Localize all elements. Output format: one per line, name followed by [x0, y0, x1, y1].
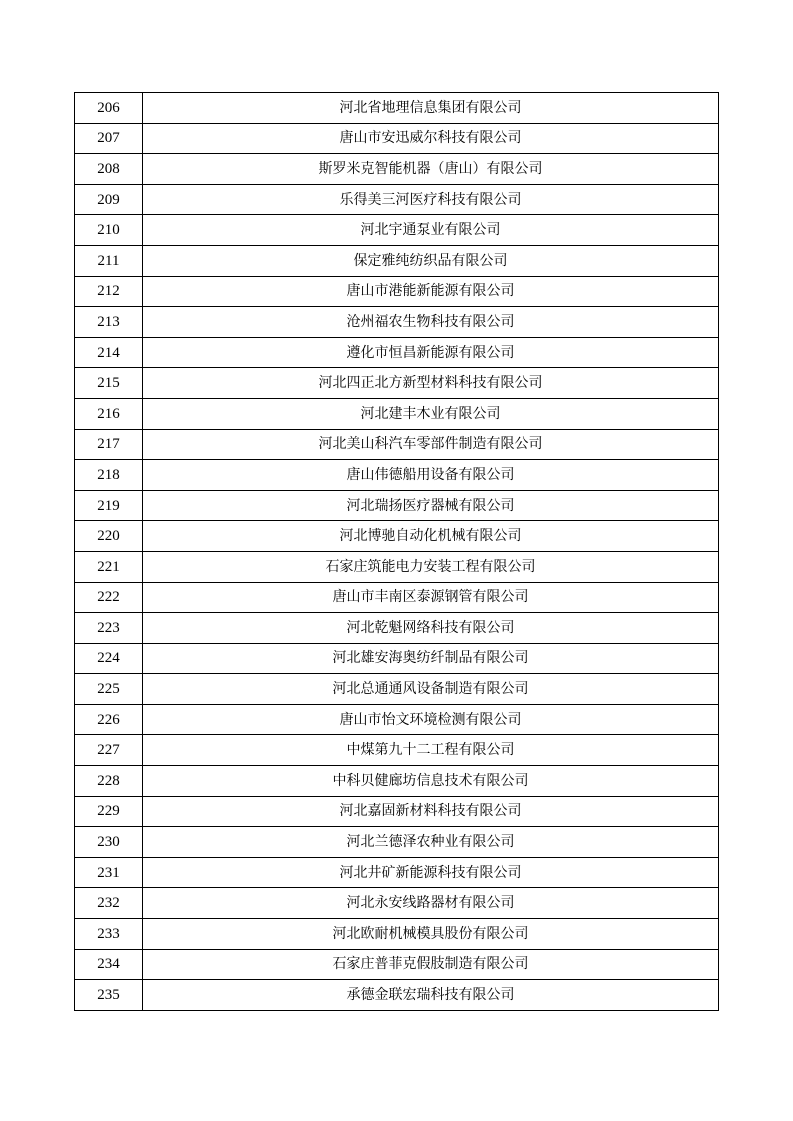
row-number-cell: 235 — [75, 980, 143, 1011]
row-number-cell: 214 — [75, 337, 143, 368]
row-number-cell: 220 — [75, 521, 143, 552]
row-number-cell: 216 — [75, 398, 143, 429]
company-name-cell: 石家庄普菲克假肢制造有限公司 — [143, 949, 719, 980]
company-name-cell: 中煤第九十二工程有限公司 — [143, 735, 719, 766]
table-row — [75, 643, 719, 674]
company-name-cell: 唐山市怡文环境检测有限公司 — [143, 704, 719, 735]
company-name-cell: 乐得美三河医疗科技有限公司 — [143, 184, 719, 215]
company-name-cell: 河北美山科汽车零部件制造有限公司 — [143, 429, 719, 460]
row-number-cell: 232 — [75, 888, 143, 919]
company-name-cell: 河北博驰自动化机械有限公司 — [143, 521, 719, 552]
table-row — [75, 154, 719, 185]
table-row — [75, 980, 719, 1011]
table-row — [75, 919, 719, 950]
row-number-cell: 210 — [75, 215, 143, 246]
company-name-cell: 唐山市安迅威尔科技有限公司 — [143, 123, 719, 154]
row-number-cell: 213 — [75, 307, 143, 338]
company-name-cell: 河北嘉固新材料科技有限公司 — [143, 796, 719, 827]
row-number-cell: 211 — [75, 245, 143, 276]
table-row — [75, 184, 719, 215]
row-number-cell: 228 — [75, 766, 143, 797]
row-number-cell: 215 — [75, 368, 143, 399]
company-name-cell: 河北永安线路器材有限公司 — [143, 888, 719, 919]
table-row — [75, 276, 719, 307]
table-row — [75, 796, 719, 827]
company-name-cell: 唐山伟德船用设备有限公司 — [143, 460, 719, 491]
table-body — [75, 93, 719, 1011]
company-list-table — [74, 92, 719, 1011]
table-row — [75, 490, 719, 521]
table-row — [75, 766, 719, 797]
table-row — [75, 857, 719, 888]
table-row — [75, 337, 719, 368]
row-number-cell: 226 — [75, 704, 143, 735]
table-row — [75, 827, 719, 858]
row-number-cell: 219 — [75, 490, 143, 521]
row-number-cell: 206 — [75, 93, 143, 124]
table-row — [75, 582, 719, 613]
table-row — [75, 368, 719, 399]
table-row — [75, 735, 719, 766]
table-row — [75, 398, 719, 429]
table-row — [75, 245, 719, 276]
row-number-cell: 212 — [75, 276, 143, 307]
table-row — [75, 704, 719, 735]
company-name-cell: 唐山市港能新能源有限公司 — [143, 276, 719, 307]
row-number-cell: 233 — [75, 919, 143, 950]
company-name-cell: 河北雄安海奥纺纤制品有限公司 — [143, 643, 719, 674]
table-row — [75, 551, 719, 582]
row-number-cell: 209 — [75, 184, 143, 215]
row-number-cell: 223 — [75, 613, 143, 644]
table-row — [75, 460, 719, 491]
row-number-cell: 227 — [75, 735, 143, 766]
company-name-cell: 河北瑞扬医疗器械有限公司 — [143, 490, 719, 521]
company-name-cell: 石家庄筑能电力安装工程有限公司 — [143, 551, 719, 582]
table-row — [75, 613, 719, 644]
table-row — [75, 949, 719, 980]
table-row — [75, 521, 719, 552]
company-name-cell: 承德金联宏瑞科技有限公司 — [143, 980, 719, 1011]
company-name-cell: 河北欧耐机械模具股份有限公司 — [143, 919, 719, 950]
row-number-cell: 234 — [75, 949, 143, 980]
table-row — [75, 888, 719, 919]
company-name-cell: 河北兰德泽农种业有限公司 — [143, 827, 719, 858]
company-name-cell: 河北井矿新能源科技有限公司 — [143, 857, 719, 888]
table-row — [75, 429, 719, 460]
company-name-cell: 河北建丰木业有限公司 — [143, 398, 719, 429]
row-number-cell: 224 — [75, 643, 143, 674]
company-name-cell: 河北总通通风设备制造有限公司 — [143, 674, 719, 705]
table-row — [75, 93, 719, 124]
row-number-cell: 230 — [75, 827, 143, 858]
row-number-cell: 231 — [75, 857, 143, 888]
row-number-cell: 222 — [75, 582, 143, 613]
company-name-cell: 河北四正北方新型材料科技有限公司 — [143, 368, 719, 399]
company-name-cell: 中科贝健廊坊信息技术有限公司 — [143, 766, 719, 797]
company-name-cell: 遵化市恒昌新能源有限公司 — [143, 337, 719, 368]
row-number-cell: 217 — [75, 429, 143, 460]
table-row — [75, 215, 719, 246]
table-row — [75, 307, 719, 338]
table-row — [75, 674, 719, 705]
company-name-cell: 河北宇通泵业有限公司 — [143, 215, 719, 246]
company-name-cell: 沧州福农生物科技有限公司 — [143, 307, 719, 338]
row-number-cell: 207 — [75, 123, 143, 154]
company-name-cell: 斯罗米克智能机器（唐山）有限公司 — [143, 154, 719, 185]
company-name-cell: 保定雅纯纺织品有限公司 — [143, 245, 719, 276]
row-number-cell: 229 — [75, 796, 143, 827]
row-number-cell: 225 — [75, 674, 143, 705]
table-row — [75, 123, 719, 154]
row-number-cell: 218 — [75, 460, 143, 491]
company-name-cell: 唐山市丰南区泰源钢管有限公司 — [143, 582, 719, 613]
row-number-cell: 208 — [75, 154, 143, 185]
company-name-cell: 河北乾魁网络科技有限公司 — [143, 613, 719, 644]
row-number-cell: 221 — [75, 551, 143, 582]
company-name-cell: 河北省地理信息集团有限公司 — [143, 93, 719, 124]
